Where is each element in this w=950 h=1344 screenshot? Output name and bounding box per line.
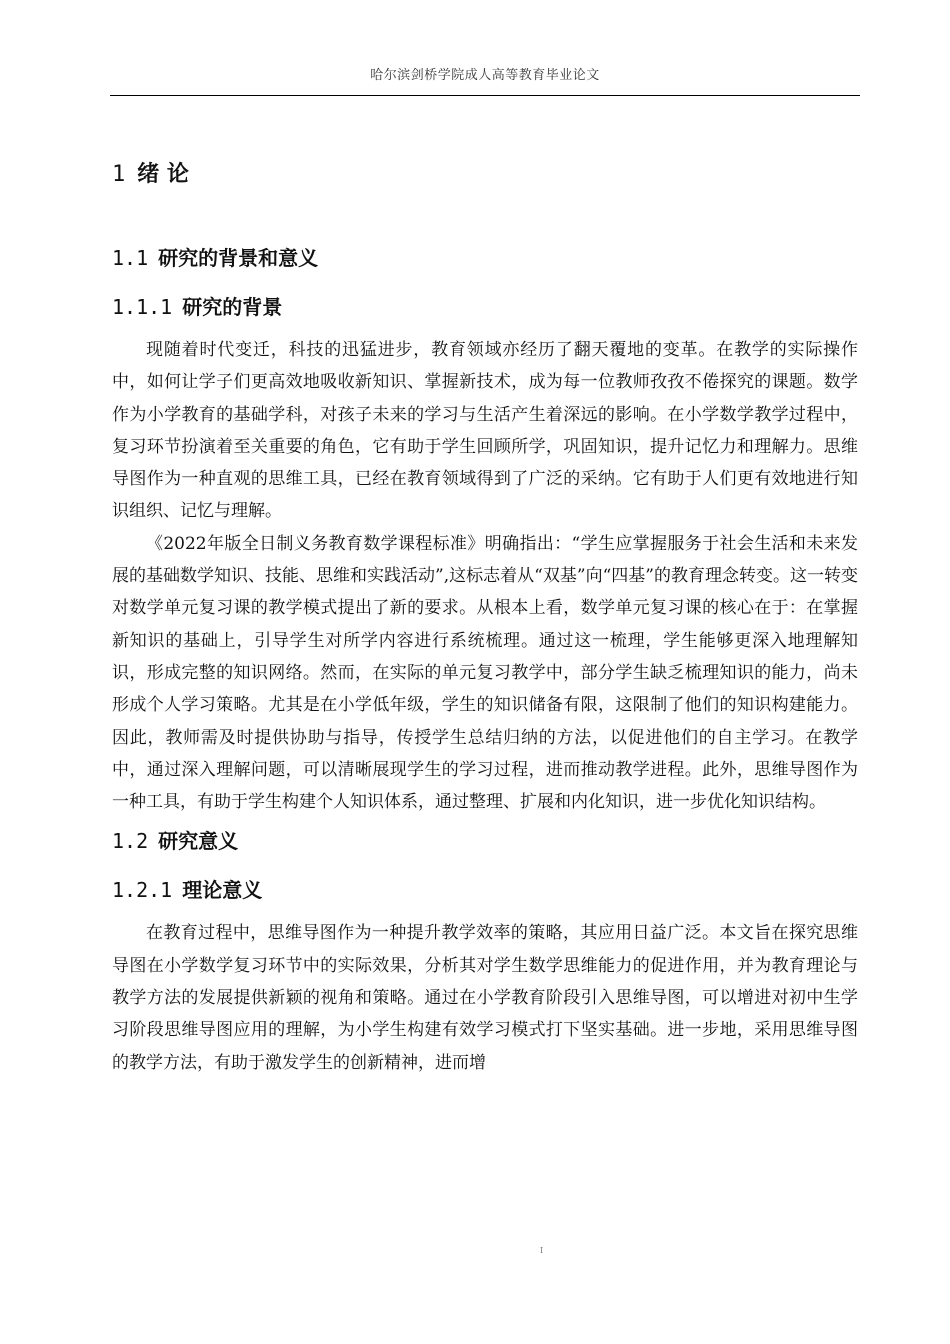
- paragraph-group: [112, 917, 858, 1078]
- subsection-title: 研究的背景: [182, 295, 283, 319]
- section-number: 1.2: [112, 829, 149, 854]
- page-header: 哈尔滨剑桥学院成人高等教育毕业论文: [370, 68, 600, 83]
- subsection-heading: [112, 286, 858, 328]
- header-divider: [110, 95, 860, 96]
- document-body: [112, 155, 858, 1081]
- section-title: 研究意义: [158, 829, 239, 854]
- section-number: 1.1: [112, 246, 149, 270]
- subsection-number: 1.2.1: [112, 878, 173, 903]
- section-heading: [112, 820, 858, 862]
- page-number: I: [540, 1246, 544, 1255]
- subsection-title: 理论意义: [182, 878, 263, 903]
- subsection-heading: [112, 869, 858, 911]
- body-paragraph: 《2022年版全日制义务教育数学课程标准》明确指出：“学生应掌握服务于社会生活和未来发展的基础数学知识、技能、思维和实践活动”,这标志着从“双基”向“四基”的教育理念转变。这一转变对数学单元复习课的教学模式提出了新的要求。从根本上看，数学单元复习课的核心在于：在掌握新知识的基础上，引导学生对所学内容进行系统梳理。通过这一梳理，学生能够更深入地理解知识，形成完整的知识网络。然而，在实际的单元复习教学中，部分学生缺乏梳理知识的能力，尚未形成个人学习策略。尤其是在小学低年级，学生的知识储备有限，这限制了他们的知识构建能力。因此，教师需及时提供协助与指导，传授学生总结归纳的方法，以促进他们的自主学习。在教学中，通过深入理解问题，可以清晰展现学生的学习过程，进而推动教学进程。此外，思维导图作为一种工具，有助于学生构建个人知识体系，通过整理、扩展和内化知识，进一步优化知识结构。: [112, 533, 858, 813]
- body-paragraph: 现随着时代变迁，科技的迅猛进步，教育领域亦经历了翻天覆地的变革。在教学的实际操作中，如何让学子们更高效地吸收新知识、掌握新技术，成为每一位教师孜孜不倦探究的课题。数学作为小学教育的基础学科，对孩子未来的学习与生活产生着深远的影响。在小学数学教学过程中，复习环节扮演着至关重要的角色，它有助于学生回顾所学，巩固知识，提升记忆力和理解力。思维导图作为一种直观的思维工具，已经在教育领域得到了广泛的采纳。它有助于人们更有效地进行知识组织、记忆与理解。: [112, 340, 858, 522]
- section-heading: [112, 237, 858, 279]
- paragraph-group: [112, 334, 858, 818]
- chapter-title: 绪 论: [137, 162, 189, 187]
- chapter-number: 1: [112, 162, 126, 187]
- subsection-number: 1.1.1: [112, 295, 173, 319]
- body-paragraph: 在教育过程中，思维导图作为一种提升教学效率的策略，其应用日益广泛。本文旨在探究思维导图在小学数学复习环节中的实际效果，分析其对学生数学思维能力的促进作用，并为教育理论与教学方法的发展提供新颖的视角和策略。通过在小学教育阶段引入思维导图，可以增进对初中生学习阶段思维导图应用的理解，为小学生构建有效学习模式打下坚实基础。进一步地，采用思维导图的教学方法，有助于激发学生的创新精神，进而增: [112, 923, 858, 1073]
- chapter-heading: [112, 155, 858, 195]
- section-title: 研究的背景和意义: [158, 246, 319, 270]
